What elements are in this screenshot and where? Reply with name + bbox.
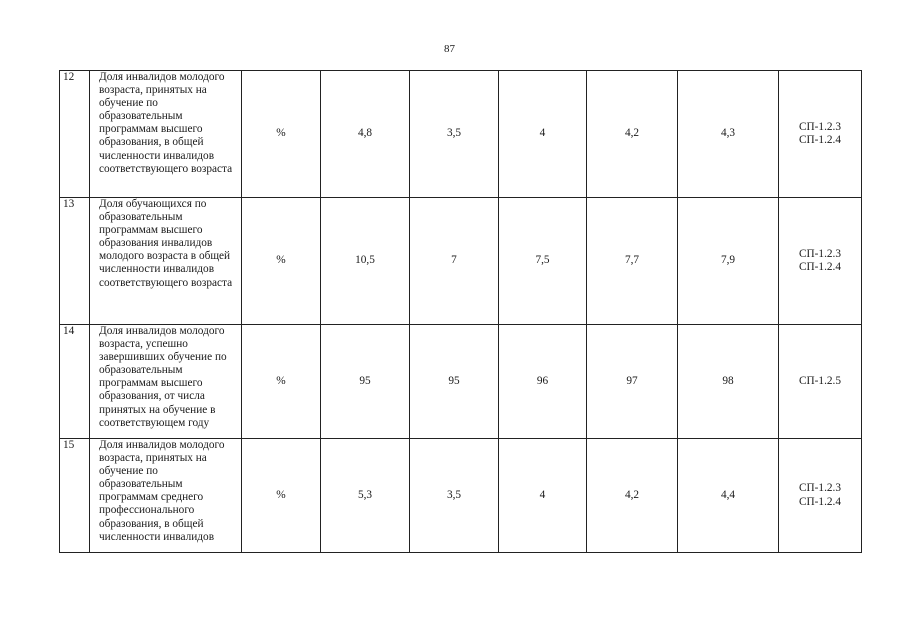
row-number: 15 xyxy=(60,439,90,553)
page-number: 87 xyxy=(444,43,455,55)
value-cell: 7,9 xyxy=(678,198,779,325)
table-row xyxy=(60,198,862,325)
indicator-name: Доля инвалидов молодого возраста, принятых на обучение по образовательным программам среднего профессионального образования, в общей численности инвалидов xyxy=(90,439,242,553)
value-cell: 4,2 xyxy=(587,71,678,198)
reference-code: СП-1.2.5 xyxy=(798,374,842,387)
reference-cell xyxy=(779,325,862,439)
table-row xyxy=(60,325,862,439)
value-cell: 4 xyxy=(499,439,587,553)
reference-code: СП-1.2.4 xyxy=(798,495,842,508)
indicator-name: Доля инвалидов молодого возраста, принятых на обучение по образовательным программам высшего образования, в общей численности инвалидов соответствующего возраста xyxy=(90,71,242,198)
reference-code: СП-1.2.3 xyxy=(798,482,842,495)
reference-cell xyxy=(779,198,862,325)
unit-cell: % xyxy=(242,71,321,198)
indicator-name: Доля инвалидов молодого возраста, успешно завершивших обучение по образовательным программам высшего образования, от числа принятых на обучение в соответствующем году xyxy=(90,325,242,439)
value-cell: 97 xyxy=(587,325,678,439)
value-cell: 4 xyxy=(499,71,587,198)
reference-cell xyxy=(779,439,862,553)
value-cell: 4,2 xyxy=(587,439,678,553)
row-number: 14 xyxy=(60,325,90,439)
value-cell: 95 xyxy=(410,325,499,439)
reference-code: СП-1.2.4 xyxy=(798,134,842,146)
unit-cell: % xyxy=(242,439,321,553)
row-number: 12 xyxy=(60,71,90,198)
value-cell: 7,7 xyxy=(587,198,678,325)
table-row xyxy=(60,439,862,553)
value-cell: 4,3 xyxy=(678,71,779,198)
reference-cell xyxy=(779,71,862,198)
value-cell: 96 xyxy=(499,325,587,439)
value-cell: 10,5 xyxy=(321,198,410,325)
reference-code: СП-1.2.3 xyxy=(798,120,842,133)
value-cell: 7 xyxy=(410,198,499,325)
indicators-table xyxy=(59,70,862,553)
row-number: 13 xyxy=(60,198,90,325)
value-cell: 4,8 xyxy=(321,71,410,198)
table-row xyxy=(60,71,862,198)
reference-code: СП-1.2.4 xyxy=(798,261,842,273)
value-cell: 98 xyxy=(678,325,779,439)
value-cell: 4,4 xyxy=(678,439,779,553)
value-cell: 3,5 xyxy=(410,439,499,553)
value-cell: 5,3 xyxy=(321,439,410,553)
indicator-name: Доля обучающихся по образовательным программам высшего образования инвалидов молодого возраста в общей численности инвалидов соответствующего возраста xyxy=(90,198,242,325)
value-cell: 3,5 xyxy=(410,71,499,198)
unit-cell: % xyxy=(242,198,321,325)
unit-cell: % xyxy=(242,325,321,439)
reference-code: СП-1.2.3 xyxy=(798,247,842,260)
value-cell: 95 xyxy=(321,325,410,439)
value-cell: 7,5 xyxy=(499,198,587,325)
